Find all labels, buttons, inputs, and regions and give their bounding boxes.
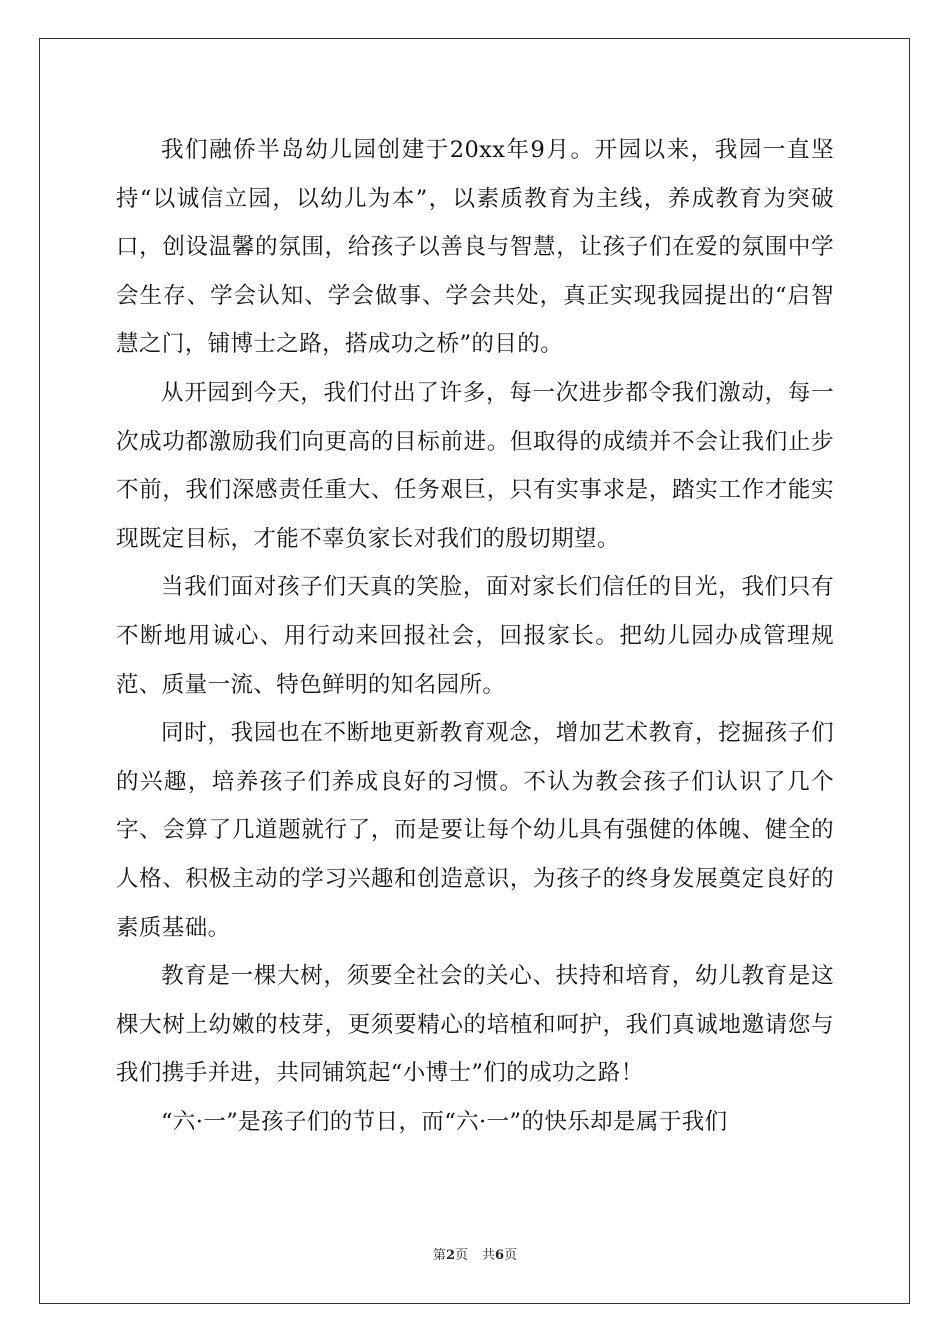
paragraph-3: 当我们面对孩子们天真的笑脸，面对家长们信任的目光，我们只有不断地用诚心、用行动来回报社会，回报家长。把幼儿园办成管理规范、质量一流、特色鲜明的知名园所。 xyxy=(116,574,834,698)
paragraph-2: 从开园到今天，我们付出了许多，每一次进步都令我们激动，每一次成功都激励我们向更高的目标前进。但取得的成绩并不会让我们止步不前，我们深感责任重大、任务艰巨，只有实事求是，踏实工作才能实现既定目标，才能不辜负家长对我们的殷切期望。 xyxy=(116,379,834,552)
paragraph-4: 同时，我园也在不断地更新教育观念，增加艺术教育，挖掘孩子们的兴趣，培养孩子们养成良好的习惯。不认为教会孩子们认识了几个字、会算了几道题就行了，而是要让每个幼儿具有强健的体魄、健全的人格、积极主动的学习兴趣和创造意识，为孩子的终身发展奠定良好的素质基础。 xyxy=(116,720,834,941)
total-label-suffix: 页 xyxy=(504,1248,518,1263)
page-label-suffix: 页 xyxy=(454,1248,468,1263)
paragraph-5: 教育是一棵大树，须要全社会的关心、扶持和培育，幼儿教育是这棵大树上幼嫩的枝芽，更须要精心的培植和呵护，我们真诚地邀请您与我们携手并进，共同铺筑起“小博士”们的成功之路！ xyxy=(116,963,834,1087)
paragraph-1: 我们融侨半岛幼儿园创建于20xx年9月。开园以来，我园一直坚持“以诚信立园，以幼儿为本”，以素质教育为主线，养成教育为突破口，创设温馨的氛围，给孩子以善良与智慧，让孩子们在爱的氛围中学会生存、学会认知、学会做事、学会共处，真正实现我园提出的“启智慧之门，铺博士之路，搭成功之桥”的目的。 xyxy=(116,137,834,358)
document-body xyxy=(116,126,834,1146)
page-label-prefix: 第 xyxy=(432,1248,446,1263)
total-label-prefix: 共 xyxy=(482,1248,496,1263)
paragraph-6: “六·一”是孩子们的节日，而“六·一”的快乐却是属于我们 xyxy=(161,1108,728,1135)
current-page-number: 2 xyxy=(445,1248,455,1263)
page-footer xyxy=(0,1248,950,1264)
total-page-number: 6 xyxy=(495,1248,505,1263)
